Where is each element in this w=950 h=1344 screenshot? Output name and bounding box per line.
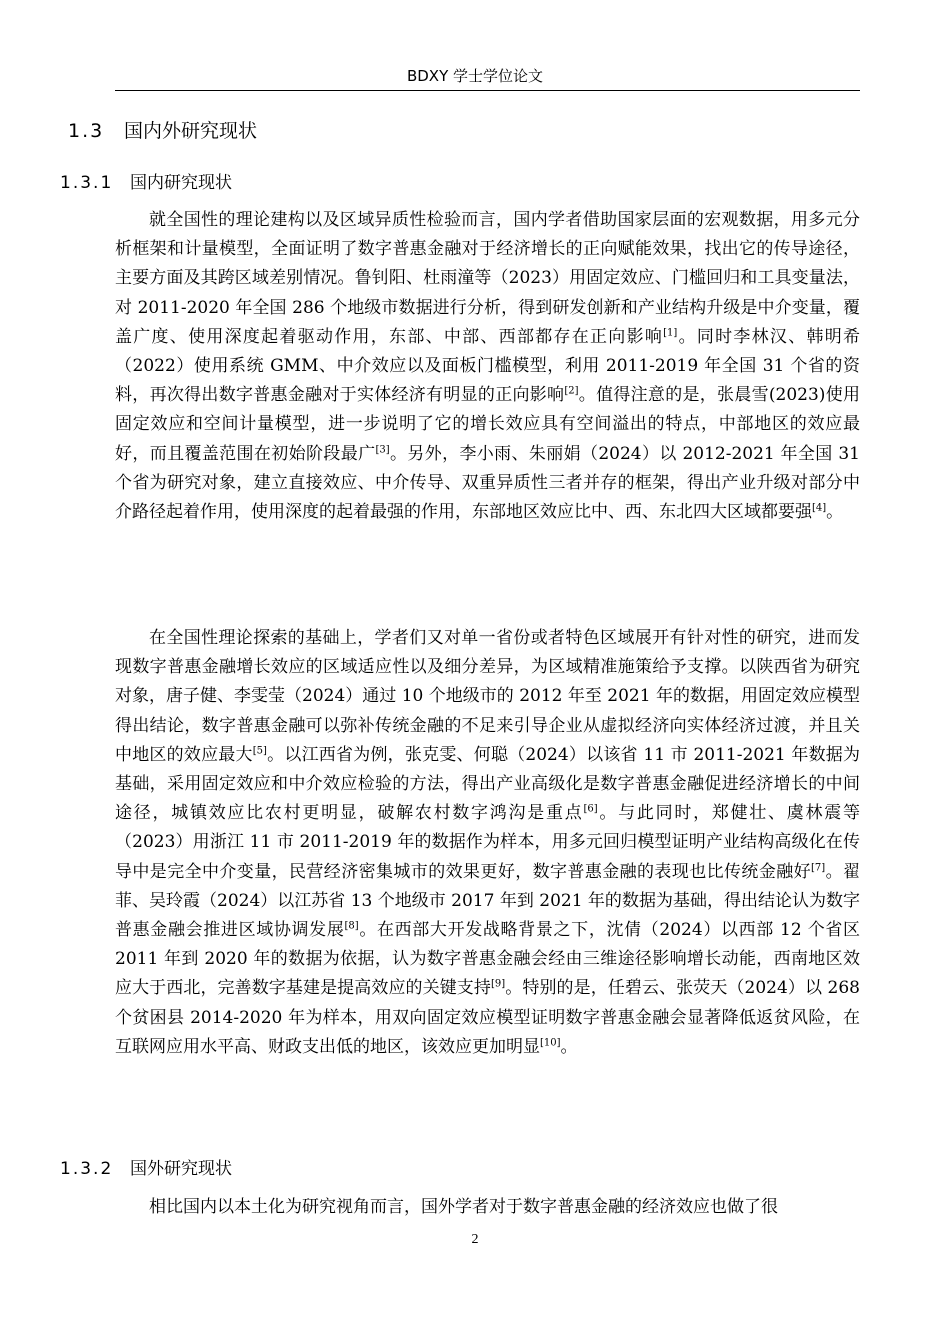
paragraph-text: 。以江西省为例，张克雯、何聪（2024）以该省 11 市 2011-2021 年数据为基础，采用固定效应和中介效应检验的方法，得出产业高级化是数字普惠金融促进经济增长的中间途径，城镇效应比农村更明显，破解农村数字鸿沟是重点: [115, 744, 861, 824]
paragraph-text: 。与此同时，郑健壮、虞林震等（2023）用浙江 11 市 2011-2019 年的数据作为样本，用多元回归模型证明产业结构高级化在传导中是完全中介变量，民营经济密集城市的效果更好，数字普惠金融的表现也比传统金融好: [115, 803, 861, 882]
paragraph-text: 。特别的是，任碧云、张荧天（2024）以 268 个贫困县 2014-2020 年为样本，用双向固定效应模型证明数字普惠金融会显著降低返贫风险，在互联网应用水平高、财政支出低的地区，该效应更加明显: [115, 978, 861, 1057]
citation-ref: [2]: [564, 385, 579, 397]
paragraph-text: 相比国内以本土化为研究视角而言，国外学者对于数字普惠金融的经济效应也做了很: [149, 1197, 778, 1217]
citation-ref: [5]: [252, 745, 267, 757]
page-number: 2: [471, 1232, 479, 1247]
paragraph-text: 。: [560, 1036, 578, 1057]
header-rule: [115, 90, 860, 91]
citation-ref: [7]: [811, 861, 826, 873]
body-paragraph-3: [115, 1193, 860, 1222]
subsection-title: 国外研究现状: [130, 1159, 232, 1179]
citation-ref: [3]: [375, 443, 390, 455]
section-number: 1.3: [68, 120, 105, 142]
paragraph-text: 。值得注意的是，张晨雪(2023)使用固定效应和空间计量模型，进一步说明了它的增长效应具有空间溢出的特点，中部地区的效应最好，而且覆盖范围在初始阶段最广: [115, 385, 860, 464]
citation-ref: [4]: [812, 502, 827, 514]
body-paragraph-2: [115, 624, 860, 1062]
subsection-heading-domestic: [60, 171, 232, 195]
subsection-number: 1.3.1: [60, 173, 114, 193]
subsection-title: 国内研究现状: [130, 173, 232, 193]
paragraph-text: 。在西部大开发战略背景之下，沈倩（2024）以西部 12 个省区 2011 年到 2020 年的数据为依据，认为数字普惠金融会经由三维途径影响增长动能，西南地区效应大于西北，完善数字基建是提高效应的关键支持: [115, 920, 861, 999]
paragraph-text: 。翟菲、吴玲霞（2024）以江苏省 13 个地级市 2017 年到 2021 年的数据为基础，得出结论认为数字普惠金融会推进区域协调发展: [115, 861, 861, 941]
citation-ref: [6]: [583, 803, 598, 815]
paragraph-text: 就全国性的理论建构以及区域异质性检验而言，国内学者借助国家层面的宏观数据，用多元分析框架和计量模型，全面证明了数字普惠金融对于经济增长的正向赋能效果，找出它的传导途径，主要方面及其跨区域差别情况。鲁钊阳、杜雨潼等（2023）用固定效应、门槛回归和工具变量法，对 2011-2020 年全国 286 个地级市数据进行分析，得到研发创新和产业结构升级是中介变量，覆盖广度、使用深度起着驱动作用，东部、中部、西部都存在正向影响: [115, 210, 860, 347]
section-title: 国内外研究现状: [124, 120, 258, 142]
paragraph-text: 。另外，李小雨、朱丽娟（2024）以 2012-2021 年全国 31 个省为研究对象，建立直接效应、中介传导、双重异质性三者并存的框架，得出产业升级对部分中介路径起着作用，使用深度的起着最强的作用，东部地区效应比中、西、东北四大区域都要强: [115, 443, 860, 523]
section-heading: [68, 118, 257, 144]
body-paragraph-1: [115, 206, 860, 527]
subsection-heading-foreign: [60, 1157, 232, 1181]
running-header: BDXY 学士学位论文: [406, 67, 544, 85]
citation-ref: [8]: [344, 920, 359, 932]
subsection-number: 1.3.2: [60, 1159, 114, 1179]
paragraph-text: 。: [826, 502, 844, 523]
paragraph-text: 在全国性理论探索的基础上，学者们又对单一省份或者特色区域展开有针对性的研究，进而发现数字普惠金融增长效应的区域适应性以及细分差异，为区域精准施策给予支撑。以陕西省为研究对象，唐子健、李雯莹（2024）通过 10 个地级市的 2012 年至 2021 年的数据，用固定效应模型得出结论，数字普惠金融可以弥补传统金融的不足来引导企业从虚拟经济向实体经济过渡，并且关中地区的效应最大: [115, 628, 860, 765]
citation-ref: [1]: [663, 327, 678, 339]
citation-ref: [10]: [540, 1037, 561, 1049]
citation-ref: [9]: [491, 978, 506, 990]
paragraph-text: 。同时李林汉、韩明希（2022）使用系统 GMM、中介效应以及面板门槛模型，利用 2011-2019 年全国 31 个省的资料，再次得出数字普惠金融对于实体经济有明显的正向影响: [115, 326, 861, 406]
